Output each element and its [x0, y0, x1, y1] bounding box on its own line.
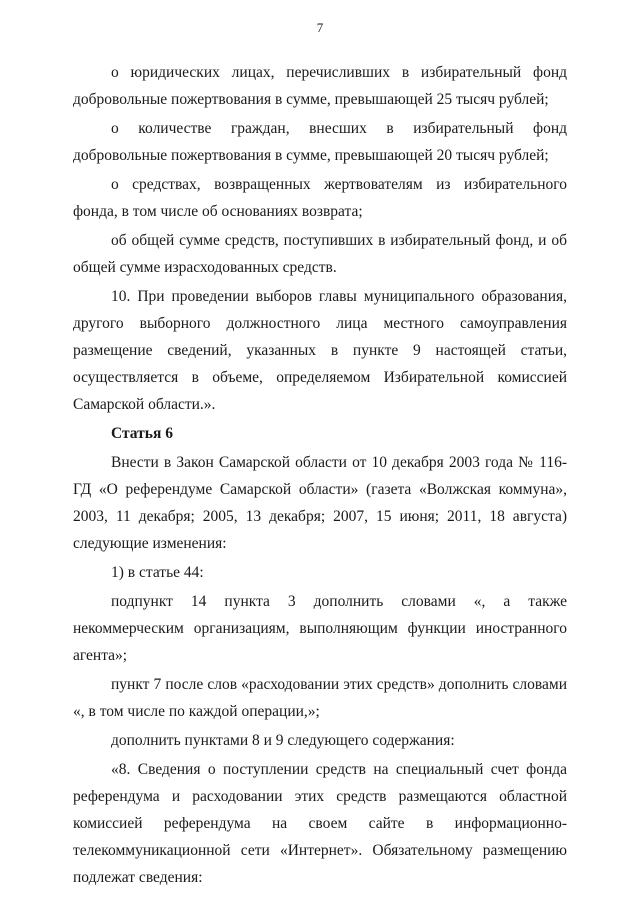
- paragraph: об общей сумме средств, поступивших в избирательный фонд, и об общей сумме израсходованных средств.: [73, 232, 567, 276]
- page-number: 7: [316, 20, 324, 35]
- paragraph: «8. Сведения о поступлении средств на специальный счет фонда референдума и расходовании этих средств размещаются областной комиссией референдума на своем сайте в информационно-телекоммуникационной сети «Интернет». Обязательному размещению подлежат сведения:: [73, 761, 567, 886]
- article-heading: Статья 6: [111, 425, 173, 442]
- paragraph: Внести в Закон Самарской области от 10 декабря 2003 года № 116-ГД «О референдуме Самарской области» (газета «Волжская коммуна», 2003, 11 декабря; 2005, 13 декабря; 2007, 15 июня; 2011, 18 августа) следующие изменения:: [73, 454, 567, 552]
- paragraph: дополнить пунктами 8 и 9 следующего содержания:: [111, 732, 455, 749]
- paragraph: 10. При проведении выборов главы муниципального образования, другого выборного должностного лица местного самоуправления размещение сведений, указанных в пункте 9 настоящей статьи, осуществляется в объеме, определяемом Избирательной комиссией Самарской области.».: [73, 288, 567, 413]
- document-body: [73, 59, 567, 893]
- paragraph: 1) в статье 44:: [111, 564, 204, 581]
- paragraph: подпункт 14 пункта 3 дополнить словами «, а также некоммерческим организациям, выполняющим функции иностранного агента»;: [73, 593, 567, 664]
- paragraph: о средствах, возвращенных жертвователям из избирательного фонда, в том числе об основаниях возврата;: [73, 176, 567, 220]
- paragraph: о юридических лицах, перечисливших в избирательный фонд добровольные пожертвования в сумме, превышающей 25 тысяч рублей;: [73, 64, 567, 108]
- paragraph: пункт 7 после слов «расходовании этих средств» дополнить словами «, в том числе по каждой операции,»;: [73, 676, 567, 720]
- paragraph: о количестве граждан, внесших в избирательный фонд добровольные пожертвования в сумме, превышающей 20 тысяч рублей;: [73, 120, 567, 164]
